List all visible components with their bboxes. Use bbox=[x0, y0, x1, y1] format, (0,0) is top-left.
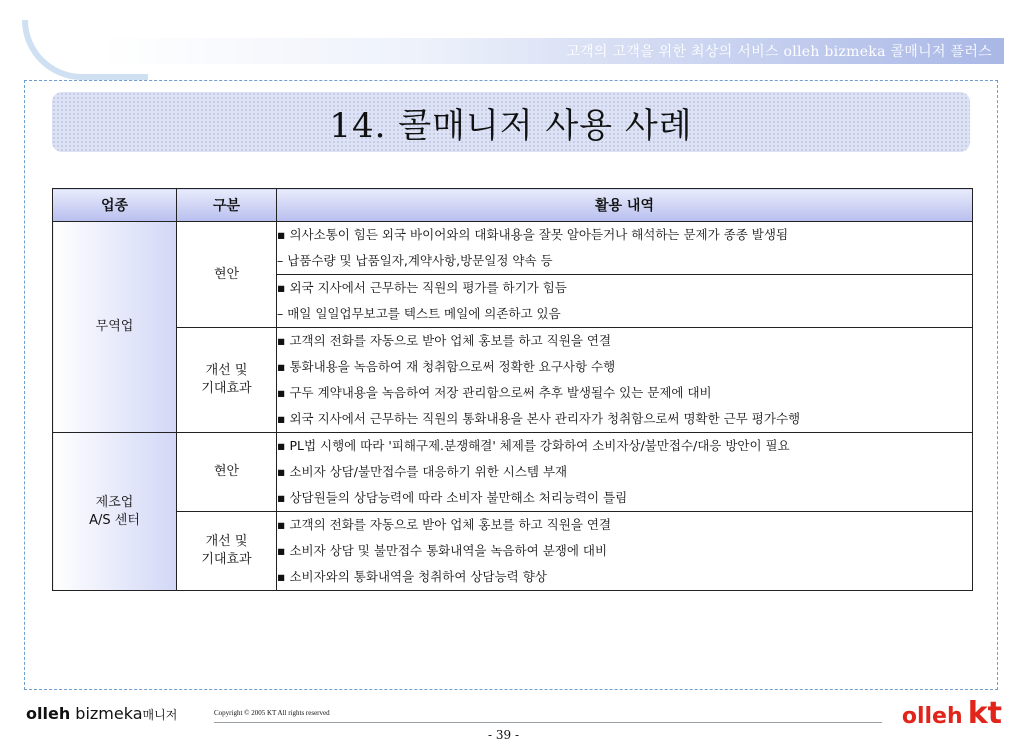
top-banner bbox=[98, 38, 1004, 64]
category-label: 기대효과 bbox=[201, 552, 252, 567]
category-label: 현안 bbox=[213, 266, 240, 282]
industry-label: A/S 센터 bbox=[89, 512, 140, 528]
detail-line: – 납품수량 및 납품일자,계약사항,방문일정 약속 등 bbox=[277, 253, 553, 268]
detail-line: ▪ 외국 지사에서 근무하는 직원의 평가를 하기가 힘듬 bbox=[277, 280, 567, 295]
detail-line: – 매일 일일업무보고를 텍스트 메일에 의존하고 있음 bbox=[277, 306, 561, 321]
table-row bbox=[53, 222, 973, 275]
usage-cases-table bbox=[52, 188, 973, 591]
detail-line: ▪ 의사소통이 힘든 외국 바이어와의 대화내용을 잘못 알아듣거나 해석하는 문제가 종종 발생됨 bbox=[277, 227, 789, 242]
category-label: 현안 bbox=[213, 464, 240, 479]
title-box bbox=[52, 92, 970, 152]
industry-label: 제조업 bbox=[95, 494, 134, 510]
category-cell bbox=[177, 433, 277, 512]
header-industry: 업종 bbox=[53, 189, 177, 222]
bizmeka-logo-sub: 매니저 bbox=[142, 708, 178, 722]
table-row bbox=[53, 328, 973, 433]
category-label: 개선 및 bbox=[205, 363, 248, 378]
detail-line: ▪ 통화내용을 녹음하여 재 청취함으로써 정확한 요구사항 수행 bbox=[277, 359, 616, 374]
page-number: - 39 - bbox=[488, 728, 520, 742]
table-row bbox=[53, 433, 973, 512]
bizmeka-logo bbox=[26, 704, 177, 723]
kt-logo-mark: kt bbox=[967, 696, 1002, 731]
detail-line: ▪ 소비자 상담 및 불만접수 통화내역을 녹음하여 분쟁에 대비 bbox=[277, 543, 608, 558]
industry-cell bbox=[53, 222, 177, 433]
page-title: 14. 콜매니저 사용 사례 bbox=[329, 105, 693, 146]
detail-line: ▪ 상담원들의 상담능력에 따라 소비자 불만해소 처리능력이 틀림 bbox=[277, 490, 628, 505]
detail-line: ▪ 고객의 전화를 자동으로 받아 업체 홍보를 하고 직원을 연결 bbox=[277, 333, 612, 348]
details-cell bbox=[277, 433, 973, 512]
kt-logo-olleh: olleh bbox=[901, 704, 963, 729]
category-cell bbox=[177, 512, 277, 591]
bizmeka-logo-brand: bizmeka bbox=[75, 704, 143, 723]
olleh-kt-logo bbox=[902, 696, 1002, 731]
detail-line: ▪ 고객의 전화를 자동으로 받아 업체 홍보를 하고 직원을 연결 bbox=[277, 517, 612, 532]
footer-divider bbox=[214, 722, 882, 723]
category-cell bbox=[177, 222, 277, 328]
details-cell bbox=[277, 275, 973, 328]
details-cell bbox=[277, 222, 973, 275]
copyright-text: Copyright © 2005 KT All rights reserved bbox=[214, 709, 330, 717]
header-category: 구분 bbox=[177, 189, 277, 222]
details-cell bbox=[277, 512, 973, 591]
category-label: 개선 및 bbox=[205, 534, 248, 549]
category-cell bbox=[177, 328, 277, 433]
banner-text: 고객의 고객을 위한 최상의 서비스 olleh bizmeka 콜매니저 플러스 bbox=[566, 44, 992, 60]
header-details: 활용 내역 bbox=[277, 189, 973, 222]
detail-line: ▪ 구두 계약내용을 녹음하여 저장 관리함으로써 추후 발생될수 있는 문제에 대비 bbox=[277, 385, 712, 400]
detail-line: ▪ 소비자 상담/불만접수를 대응하기 위한 시스템 부재 bbox=[277, 464, 568, 479]
industry-cell bbox=[53, 433, 177, 591]
details-cell bbox=[277, 328, 973, 433]
detail-line: ▪ PL법 시행에 따라 '피해구제.분쟁해결' 체제를 강화하여 소비자상/불만접수/대응 방안이 필요 bbox=[277, 438, 790, 453]
industry-label: 무역업 bbox=[95, 319, 134, 334]
detail-line: ▪ 소비자와의 통화내역을 청취하여 상담능력 향상 bbox=[277, 569, 547, 584]
category-label: 기대효과 bbox=[201, 381, 252, 396]
table-header-row bbox=[53, 189, 973, 222]
table-row bbox=[53, 512, 973, 591]
bizmeka-logo-olleh: olleh bbox=[26, 704, 71, 723]
detail-line: ▪ 외국 지사에서 근무하는 직원의 통화내용을 본사 관리자가 청취함으로써 명확한 근무 평가수행 bbox=[277, 411, 801, 426]
